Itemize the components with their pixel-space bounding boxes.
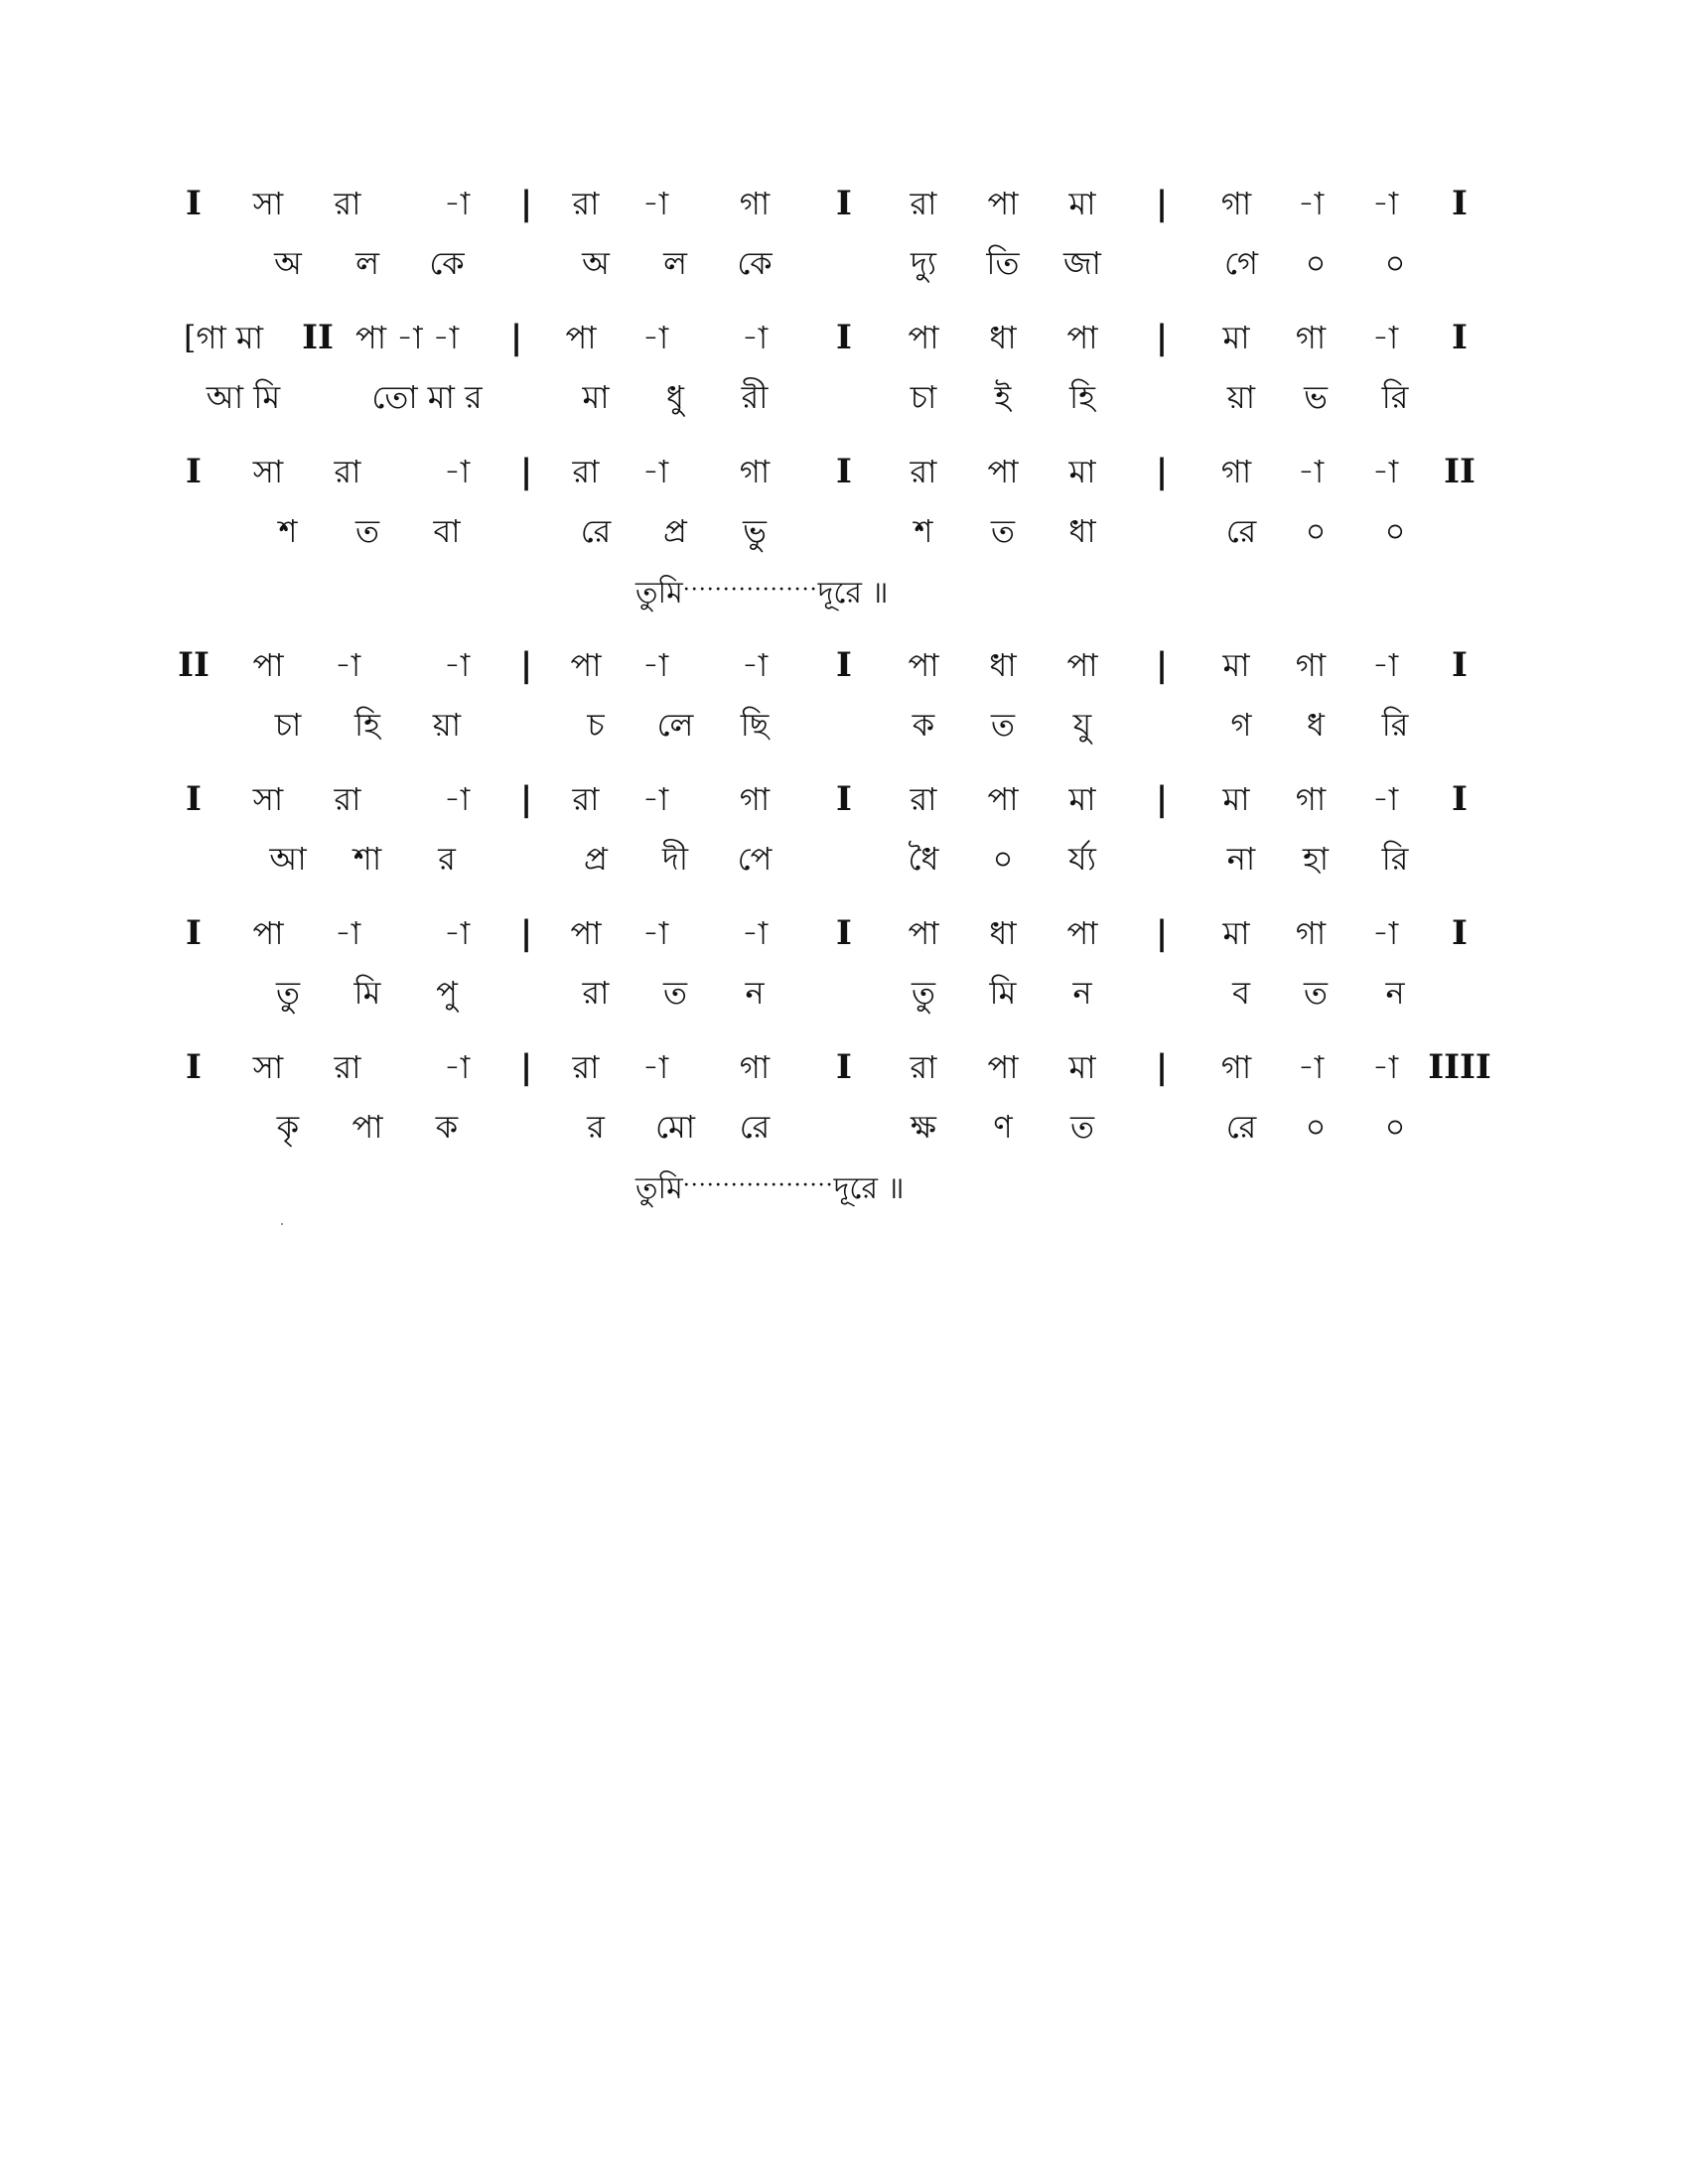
note-cell: -া (641, 1048, 669, 1086)
lyric-row-1 (0, 238, 1688, 288)
bar-line: | (519, 645, 533, 685)
note-cell: পা (987, 780, 1019, 818)
lyric-syllable: ধৈ (908, 840, 939, 878)
lyric-syllable: রে (1225, 512, 1257, 550)
lyric-syllable: তু (911, 974, 935, 1012)
notation-row-5 (0, 774, 1688, 824)
note-cell: রা (910, 1048, 937, 1086)
note-cell: -া (1371, 646, 1399, 684)
lyric-syllable: হা (1302, 840, 1330, 878)
lyric-syllable: বা (433, 512, 461, 550)
lyric-syllable: ণ (993, 1108, 1013, 1146)
note-cell: -া (334, 914, 361, 952)
lyric-syllable: ত (1069, 1108, 1094, 1146)
note-cell: রা (910, 453, 937, 490)
note-cell: মা (1222, 780, 1250, 818)
bar-line: I (186, 913, 202, 953)
note-cell: মা (1068, 1048, 1096, 1086)
note-cell: [গা মা (184, 319, 263, 356)
note-cell: পা (987, 453, 1019, 490)
note-cell: সা (252, 185, 284, 222)
note-cell: -া (641, 453, 669, 490)
lyric-syllable: ০ (1305, 244, 1327, 282)
lyric-syllable: রি (1381, 378, 1409, 416)
note-cell: গা (1295, 914, 1327, 952)
lyric-syllable: ০ (1384, 512, 1406, 550)
lyric-syllable: ব (1232, 974, 1250, 1012)
note-cell: রা (572, 780, 600, 818)
note-cell: পা -া -া (354, 319, 460, 356)
lyric-syllable: ত (1303, 974, 1328, 1012)
bar-line: | (509, 318, 523, 357)
lyric-syllable: য়া (1226, 378, 1256, 416)
note-cell: রা (910, 780, 937, 818)
note-cell: -া (1371, 780, 1399, 818)
note-cell: পা (908, 646, 939, 684)
note-cell: মা (1068, 780, 1096, 818)
lyric-syllable: জা (1063, 244, 1101, 282)
lyric-syllable: শ (914, 512, 933, 550)
lyric-syllable: ধ (1307, 706, 1325, 744)
bar-line: | (1155, 779, 1169, 819)
lyric-syllable: ই (994, 378, 1012, 416)
note-cell: গা (739, 1048, 771, 1086)
refrain-start: তুমি (635, 1171, 683, 1206)
note-cell: মা (1068, 453, 1096, 490)
note-cell: গা (739, 185, 771, 222)
lyric-syllable: র্য্য (1068, 840, 1096, 878)
lyric-syllable: রে (580, 512, 612, 550)
bar-line: I (1452, 779, 1468, 819)
note-cell: -া (443, 185, 471, 222)
note-cell: পা (570, 914, 602, 952)
lyric-syllable: ক (912, 706, 935, 744)
lyric-syllable: লে (656, 706, 694, 744)
bar-line: | (1155, 1047, 1169, 1087)
note-cell: পা (1066, 914, 1098, 952)
lyric-syllable: ভ (1304, 378, 1328, 416)
refrain-cue (635, 1161, 1132, 1211)
note-cell: -া (443, 914, 471, 952)
scan-speck (281, 1223, 283, 1225)
note-cell: পা (987, 1048, 1019, 1086)
lyric-syllable: র (438, 840, 456, 878)
lyric-syllable: প্র (663, 512, 687, 550)
bar-line: I (1452, 645, 1468, 685)
lyric-row-7 (0, 1102, 1688, 1152)
note-cell: পা (565, 319, 597, 356)
lyric-syllable: ধা (1068, 512, 1096, 550)
note-cell: রা (334, 1048, 361, 1086)
note-cell: ধা (989, 914, 1017, 952)
bar-line: I (836, 184, 852, 223)
lyric-row-5 (0, 834, 1688, 884)
lyric-syllable: ত (662, 974, 687, 1012)
note-cell: -া (1297, 1048, 1325, 1086)
note-cell: -া (741, 319, 769, 356)
lyric-row-6 (0, 968, 1688, 1018)
lyric-syllable: ন (1385, 974, 1405, 1012)
bar-line: I (1452, 184, 1468, 223)
lyric-syllable: রে (1225, 1108, 1257, 1146)
lyric-syllable: অ (582, 244, 610, 282)
note-cell: পা (1066, 319, 1098, 356)
bar-line: | (519, 184, 533, 223)
lyric-syllable: ত (990, 512, 1015, 550)
bar-line: I (186, 1047, 202, 1087)
note-cell: গা (1220, 453, 1252, 490)
note-cell: গা (1295, 646, 1327, 684)
bar-line: | (519, 1047, 533, 1087)
lyric-syllable: য়া (432, 706, 462, 744)
note-cell: -া (641, 319, 669, 356)
bar-line: I (836, 1047, 852, 1087)
note-cell: -া (1371, 1048, 1399, 1086)
note-cell: মা (1222, 914, 1250, 952)
lyric-syllable: র (587, 1108, 605, 1146)
note-cell: -া (1371, 914, 1399, 952)
refrain-end: দূরে ॥ (833, 1171, 905, 1206)
lyric-syllable: ০ (1305, 512, 1327, 550)
lyric-syllable: ক (435, 1108, 459, 1146)
bar-line: | (519, 913, 533, 953)
lyric-syllable: ন (745, 974, 765, 1012)
notation-row-4 (0, 640, 1688, 690)
bar-line: I (836, 318, 852, 357)
lyric-syllable: ভু (743, 512, 767, 550)
refrain-dots: ················· (682, 578, 818, 603)
lyric-syllable: শ (278, 512, 298, 550)
lyric-syllable: চ (587, 706, 605, 744)
note-cell: মা (1068, 185, 1096, 222)
lyric-syllable: ০ (992, 840, 1014, 878)
note-cell: পা (908, 319, 939, 356)
lyric-syllable: চা (910, 378, 937, 416)
note-cell: পা (570, 646, 602, 684)
lyric-syllable: ত (990, 706, 1015, 744)
lyric-syllable: আ মি (206, 378, 281, 416)
notation-row-6 (0, 908, 1688, 958)
lyric-syllable: না (1226, 840, 1256, 878)
note-cell: মা (1222, 646, 1250, 684)
lyric-syllable: মা (582, 378, 610, 416)
bar-line: I (836, 913, 852, 953)
bar-line: I (836, 779, 852, 819)
bar-line: | (1155, 184, 1169, 223)
lyric-syllable: পু (436, 974, 458, 1012)
lyric-syllable: গে (1224, 244, 1258, 282)
lyric-syllable: হি (354, 706, 380, 744)
note-cell: -া (334, 646, 361, 684)
lyric-syllable: রে (739, 1108, 771, 1146)
lyric-syllable: পে (737, 840, 773, 878)
bar-line: I (186, 184, 202, 223)
lyric-syllable: অ (274, 244, 302, 282)
lyric-syllable: ত (354, 512, 379, 550)
note-cell: গা (1220, 1048, 1252, 1086)
note-cell: -া (741, 646, 769, 684)
notation-row-1 (0, 179, 1688, 228)
note-cell: -া (641, 185, 669, 222)
bar-line: I (1452, 913, 1468, 953)
lyric-row-3 (0, 506, 1688, 556)
lyric-syllable: পা (352, 1108, 383, 1146)
bar-line: I (186, 779, 202, 819)
note-cell: -া (641, 914, 669, 952)
note-cell: ধা (989, 646, 1017, 684)
lyric-syllable: মি (353, 974, 381, 1012)
bar-line: | (519, 452, 533, 491)
note-cell: গা (1295, 319, 1327, 356)
bar-line: I (836, 645, 852, 685)
note-cell: -া (741, 914, 769, 952)
lyric-syllable: ছি (740, 706, 770, 744)
lyric-syllable: ল (663, 244, 687, 282)
note-cell: ধা (989, 319, 1017, 356)
note-cell: -া (1297, 185, 1325, 222)
note-cell: গা (1220, 185, 1252, 222)
lyric-syllable: প্র (584, 840, 608, 878)
bar-line: II (302, 318, 334, 357)
lyric-syllable: ০ (1384, 244, 1406, 282)
note-cell: রা (572, 185, 600, 222)
lyric-syllable: রি (1381, 706, 1409, 744)
bar-line: II (178, 645, 210, 685)
note-cell: রা (910, 185, 937, 222)
bar-line: | (1155, 452, 1169, 491)
lyric-syllable: রি (1381, 840, 1409, 878)
refrain-end: দূরে ॥ (817, 576, 889, 611)
lyric-syllable: ০ (1384, 1108, 1406, 1146)
lyric-syllable: ধু (666, 378, 684, 416)
note-cell: -া (641, 780, 669, 818)
note-cell: পা (987, 185, 1019, 222)
note-cell: পা (252, 914, 284, 952)
note-cell: -া (443, 453, 471, 490)
lyric-syllable: তি (986, 244, 1020, 282)
note-cell: গা (1295, 780, 1327, 818)
note-cell: -া (443, 780, 471, 818)
lyric-syllable: ন (1072, 974, 1092, 1012)
lyric-syllable: দ্যু (910, 244, 937, 282)
note-cell: সা (252, 780, 284, 818)
note-cell: সা (252, 1048, 284, 1086)
note-cell: রা (572, 453, 600, 490)
note-cell: -া (443, 646, 471, 684)
refrain-cue (635, 566, 1132, 615)
bar-line: | (1155, 645, 1169, 685)
notation-row-3 (0, 447, 1688, 496)
lyric-row-2 (0, 372, 1688, 422)
note-cell: -া (1297, 453, 1325, 490)
bar-line: I (186, 452, 202, 491)
note-cell: গা (739, 780, 771, 818)
lyric-row-4 (0, 700, 1688, 750)
notation-row-7 (0, 1042, 1688, 1092)
lyric-syllable: তো মা র (371, 378, 483, 416)
bar-line: II (1444, 452, 1476, 491)
refrain-dots: ··················· (682, 1173, 834, 1198)
lyric-syllable: ল (355, 244, 379, 282)
lyric-syllable: কে (429, 244, 465, 282)
note-cell: -া (1371, 185, 1399, 222)
note-cell: পা (1066, 646, 1098, 684)
note-cell: মা (1222, 319, 1250, 356)
note-cell: গা (739, 453, 771, 490)
note-cell: -া (1371, 453, 1399, 490)
lyric-syllable: চা (274, 706, 302, 744)
note-cell: রা (334, 453, 361, 490)
note-cell: সা (252, 453, 284, 490)
lyric-syllable: হি (1069, 378, 1095, 416)
note-cell: পা (252, 646, 284, 684)
lyric-syllable: কৃ (276, 1108, 300, 1146)
note-cell: রা (572, 1048, 600, 1086)
note-cell: পা (908, 914, 939, 952)
notation-row-2 (0, 313, 1688, 362)
refrain-start: তুমি (635, 576, 683, 611)
note-cell: রা (334, 780, 361, 818)
lyric-syllable: ০ (1305, 1108, 1327, 1146)
lyric-syllable: মি (989, 974, 1017, 1012)
lyric-syllable: তু (275, 974, 300, 1012)
note-cell: -া (1371, 319, 1399, 356)
note-cell: রা (334, 185, 361, 222)
bar-line: | (1155, 913, 1169, 953)
lyric-syllable: মো (654, 1108, 696, 1146)
bar-line: | (519, 779, 533, 819)
bar-line: I (1452, 318, 1468, 357)
lyric-syllable: গ (1230, 706, 1252, 744)
lyric-syllable: যু (1072, 706, 1092, 744)
lyric-syllable: ক্ষ (911, 1108, 936, 1146)
lyric-syllable: দী (662, 840, 688, 878)
lyric-syllable: আ (269, 840, 307, 878)
lyric-syllable: শা (352, 840, 382, 878)
bar-line: | (1155, 318, 1169, 357)
note-cell: -া (443, 1048, 471, 1086)
lyric-syllable: রা (582, 974, 610, 1012)
bar-line: IIII (1428, 1047, 1491, 1087)
lyric-syllable: রী (741, 378, 769, 416)
bar-line: I (836, 452, 852, 491)
note-cell: -া (641, 646, 669, 684)
lyric-syllable: কে (737, 244, 773, 282)
